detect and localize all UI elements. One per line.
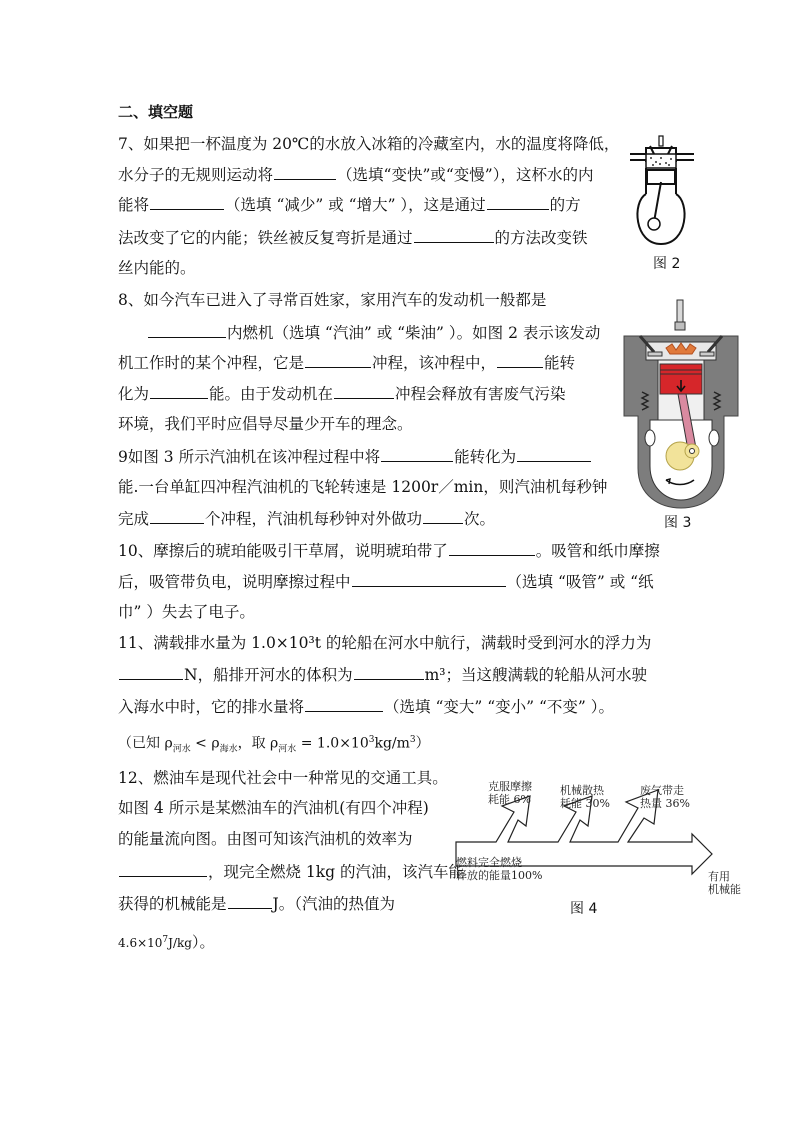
q11-line2 bbox=[118, 664, 647, 685]
flow-label-input-b: 释放的能量100% bbox=[456, 869, 543, 882]
q11-known-sub-3: 河水 bbox=[278, 744, 297, 755]
q9-blank-1[interactable] bbox=[381, 446, 453, 462]
q7-line5: 丝内能的。 bbox=[118, 259, 196, 277]
flow-label-exhaust-a: 废气带走 bbox=[640, 784, 684, 797]
q9-blank-4[interactable] bbox=[423, 508, 463, 524]
flow-label-heat-a: 机械散热 bbox=[560, 784, 604, 797]
q8-text-4a: 化为 bbox=[118, 385, 150, 403]
flow-label-output bbox=[708, 870, 741, 896]
q11-text-3b: （选填 “变大” “变小” “不变” ）。 bbox=[384, 698, 615, 716]
q11-text-3a: 入海水中时，它的排水量将 bbox=[118, 698, 305, 716]
q12-line1: 12、燃油车是现代社会中一种常见的交通工具。 bbox=[118, 769, 448, 787]
q7-text-4b: 的方法改变铁 bbox=[494, 229, 588, 247]
q11-known-text-b: < ρ bbox=[190, 735, 220, 752]
q7-line3 bbox=[118, 194, 581, 215]
q9-text-1a: 9如图 3 所示汽油机在该冲程过程中将 bbox=[118, 448, 381, 466]
q11-text-2b: m³；当这艘满载的轮船从河水驶 bbox=[424, 666, 647, 684]
flow-label-exhaust-b: 热量 36% bbox=[640, 797, 690, 810]
q12-line5 bbox=[118, 893, 395, 914]
q12-heat-unit: J/kg bbox=[168, 936, 192, 950]
q12-text-4b: ，现完全燃烧 1kg 的汽油，该汽车能 bbox=[208, 863, 465, 881]
q8-text-4b: 能。由于发动机在 bbox=[209, 385, 334, 403]
q12-heat-exponent: 7 bbox=[162, 935, 169, 945]
q9-line1 bbox=[118, 446, 592, 467]
q8-text-2b: 内燃机（选填 “汽油” 或 “柴油” ）。如图 2 表示该发动 bbox=[227, 324, 601, 342]
q9-line2: 能.一台单缸四冲程汽油机的飞轮转速是 1200r／min，则汽油机每秒钟 bbox=[118, 478, 608, 496]
crankcase bbox=[637, 194, 684, 244]
cylinder-head bbox=[630, 148, 694, 154]
q12-heat-value: 4.6×10 bbox=[118, 936, 163, 950]
q8-line1: 8、如今汽车已进入了寻常百姓家，家用汽车的发动机一般都是 bbox=[118, 291, 547, 309]
q12-text-5b: J。（汽油的热值为 bbox=[272, 895, 395, 913]
q9-text-3a: 完成 bbox=[118, 510, 150, 528]
q11-known-text-f: ） bbox=[415, 735, 430, 752]
q11-text-2a: N，船排开河水的体积为 bbox=[184, 666, 353, 684]
q11-blank-2[interactable] bbox=[354, 664, 424, 680]
q8-blank-5[interactable] bbox=[334, 383, 394, 399]
q7-line4 bbox=[118, 227, 588, 248]
q12-blank-2[interactable] bbox=[228, 893, 272, 909]
figure-3-engine bbox=[620, 296, 742, 512]
q11-known-text-d: = 1.0×10 bbox=[296, 735, 369, 752]
q8-text-4c: 冲程会释放有害废气污染 bbox=[395, 385, 566, 403]
q11-line3 bbox=[118, 696, 614, 717]
q11-known-sup-1: 3 bbox=[368, 735, 375, 745]
q8-line5: 环境，我们平时应倡导尽量少开车的理念。 bbox=[118, 415, 413, 433]
q8-line2 bbox=[118, 322, 600, 343]
q8-line3 bbox=[118, 352, 575, 373]
flow-label-input bbox=[456, 856, 542, 882]
piston bbox=[647, 170, 675, 184]
flow-label-heat-b: 耗能 30% bbox=[560, 797, 610, 810]
q7-text-3a: 能将 bbox=[118, 196, 150, 214]
section-title: 二、填空题 bbox=[118, 103, 194, 121]
q8-blank-2[interactable] bbox=[305, 352, 371, 368]
q11-blank-1[interactable] bbox=[119, 664, 183, 680]
q11-known-text-e: kg/m bbox=[374, 735, 410, 752]
q9-text-3c: 次。 bbox=[464, 510, 496, 528]
figure-2-caption: 图 2 bbox=[653, 256, 681, 272]
q10-text-2a: 后，吸管带负电，说明摩擦过程中 bbox=[118, 573, 351, 591]
spark-plug bbox=[677, 300, 683, 322]
q12-line2: 如图 4 所示是某燃油车的汽油机(有四个冲程) bbox=[118, 799, 429, 817]
q9-text-3b: 个冲程，汽油机每秒钟对外做功 bbox=[205, 510, 423, 528]
q7-text-3c: 的方 bbox=[549, 196, 581, 214]
flow-label-friction bbox=[488, 780, 532, 806]
q12-line4 bbox=[118, 861, 464, 882]
q8-blank-4[interactable] bbox=[150, 383, 208, 399]
q8-text-3b: 冲程，该冲程中， bbox=[372, 354, 497, 372]
q9-blank-3[interactable] bbox=[150, 508, 204, 524]
q11-line4-known bbox=[118, 730, 430, 759]
q12-text-5a: 获得的机械能是 bbox=[118, 895, 227, 913]
q11-known-text-a: （已知 ρ bbox=[118, 735, 173, 752]
q10-blank-2[interactable] bbox=[352, 571, 506, 587]
q10-blank-1[interactable] bbox=[449, 540, 535, 556]
combustion-icon bbox=[666, 343, 696, 354]
q8-text-3a: 机工作时的某个冲程，它是 bbox=[118, 354, 305, 372]
q7-text-4a: 法改变了它的内能；铁丝被反复弯折是通过 bbox=[118, 229, 413, 247]
q10-line2 bbox=[118, 571, 654, 592]
cam-left bbox=[645, 430, 655, 446]
q7-blank-4[interactable] bbox=[414, 227, 494, 243]
q11-known-sub-1: 河水 bbox=[172, 744, 191, 755]
flow-label-friction-b: 耗能 6% bbox=[488, 793, 531, 806]
q9-line3 bbox=[118, 508, 495, 529]
flow-label-heat bbox=[560, 784, 610, 810]
q9-blank-2[interactable] bbox=[517, 446, 591, 462]
flow-label-output-b: 机械能 bbox=[708, 883, 741, 896]
q10-line3: 巾” ）失去了电子。 bbox=[118, 603, 255, 621]
q10-text-1a: 10、摩擦后的琥珀能吸引干草屑，说明琥珀带了 bbox=[118, 542, 448, 560]
q11-known-text-c: ，取 ρ bbox=[237, 735, 279, 752]
q7-blank-3[interactable] bbox=[487, 194, 549, 210]
q7-text-3b: （选填 “减少” 或 “增大” ），这是通过 bbox=[225, 196, 486, 214]
q11-known-sub-2: 海水 bbox=[219, 744, 238, 755]
q8-blank-3[interactable] bbox=[497, 352, 543, 368]
q9-text-1b: 能转化为 bbox=[454, 448, 517, 466]
q7-line1: 7、如果把一杯温度为 20℃的水放入冰箱的冷藏室内，水的温度将降低， bbox=[118, 135, 620, 153]
flow-label-input-a: 燃料完全燃烧 bbox=[456, 856, 522, 869]
figure-2-engine bbox=[624, 132, 700, 252]
q10-line1 bbox=[118, 540, 660, 561]
connecting-rod bbox=[654, 182, 661, 222]
q7-line2 bbox=[118, 164, 593, 185]
q10-text-1b: 。吸管和纸巾摩擦 bbox=[535, 542, 660, 560]
q8-line4 bbox=[118, 383, 566, 404]
flow-label-friction-a: 克服摩擦 bbox=[488, 780, 532, 793]
q12-blank-1[interactable] bbox=[119, 861, 207, 877]
q8-text-3c: 能转 bbox=[544, 354, 576, 372]
crank bbox=[648, 218, 660, 230]
q7-text-2a: 水分子的无规则运动将 bbox=[118, 166, 274, 184]
q8-blank-1[interactable] bbox=[148, 322, 226, 338]
q10-text-2b: （选填 “吸管” 或 “纸 bbox=[506, 573, 654, 591]
flow-label-output-a: 有用 bbox=[708, 870, 730, 883]
q11-line1: 11、满载排水量为 1.0×10³t 的轮船在河水中航行，满载时受到河水的浮力为 bbox=[118, 634, 652, 652]
q12-line6 bbox=[118, 930, 214, 953]
q7-blank-1[interactable] bbox=[274, 164, 336, 180]
q11-known-sup-2: 3 bbox=[409, 735, 416, 745]
flow-label-exhaust bbox=[640, 784, 690, 810]
q12-heat-close: ）。 bbox=[191, 933, 215, 951]
q7-text-2b: （选填“变快”或“变慢”），这杯水的内 bbox=[337, 166, 594, 184]
q12-line3: 的能量流向图。由图可知该汽油机的效率为 bbox=[118, 830, 413, 848]
q11-blank-3[interactable] bbox=[305, 696, 383, 712]
spark-plug bbox=[659, 136, 663, 146]
cam-right bbox=[709, 430, 719, 446]
figure-4-caption: 图 4 bbox=[570, 901, 598, 917]
figure-3-caption: 图 3 bbox=[664, 515, 692, 531]
q7-blank-2[interactable] bbox=[150, 194, 224, 210]
